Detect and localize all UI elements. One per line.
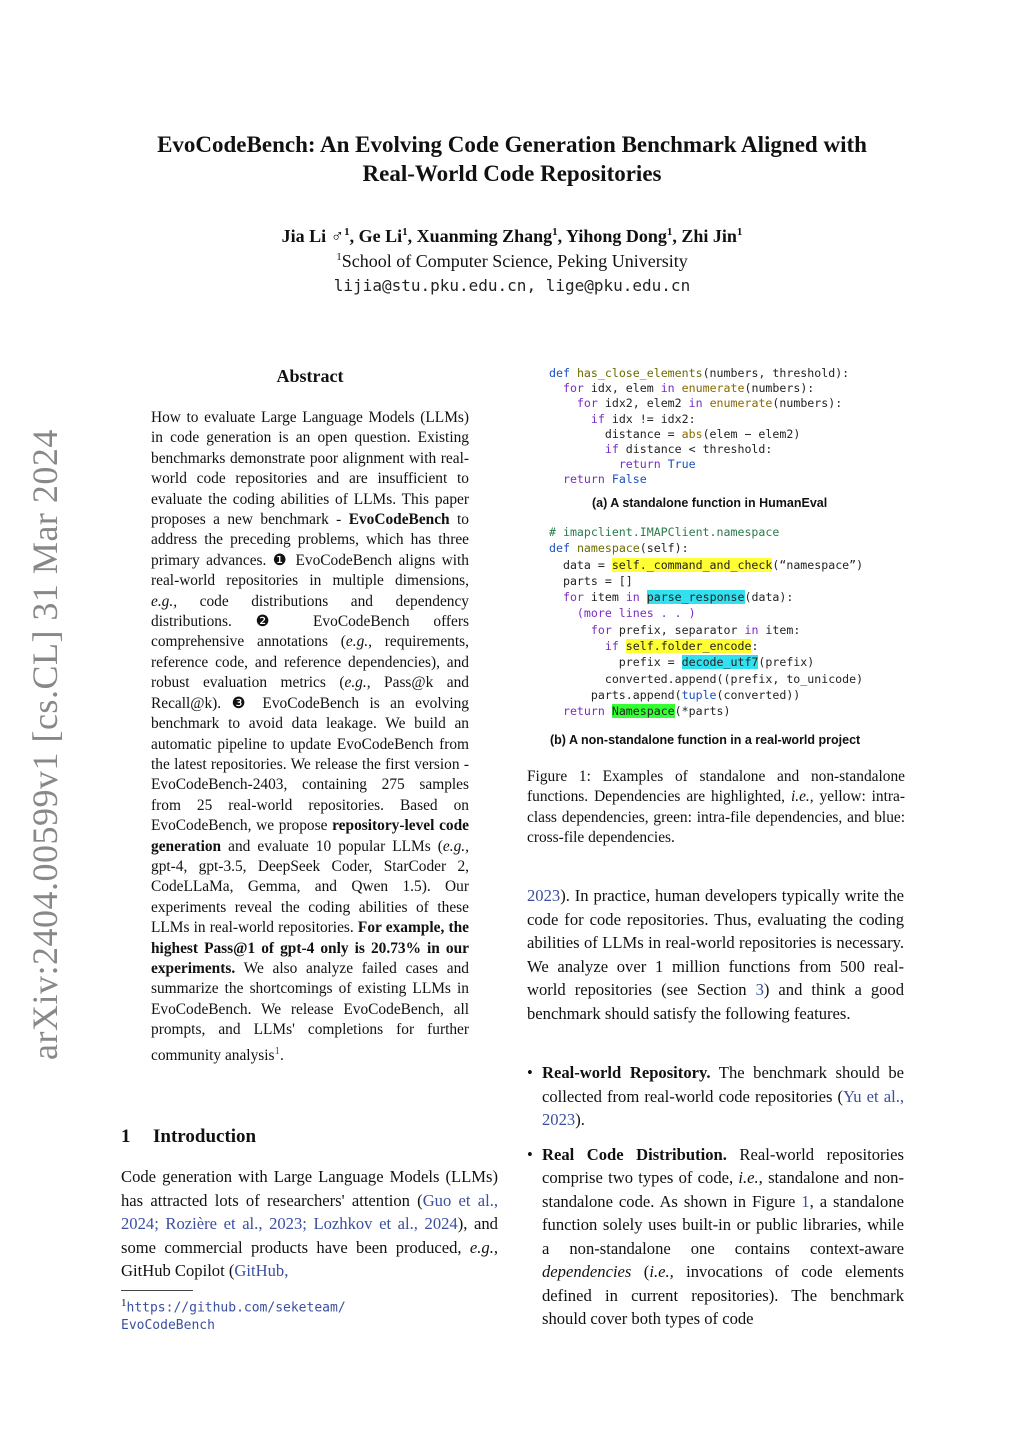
footnote-url[interactable]: EvoCodeBench [121, 1318, 215, 1334]
abstract-text: EvoCodeBench aligns with real-world repositories in multiple dimensions, [151, 551, 469, 590]
code-block-a: def has_close_elements(numbers, threshold): for idx, elem in enumerate(numbers): for idx2, elem2 in enumerate(numbers): if idx != idx2: distance = abs(elem − elem2) if distance < threshold: return True return False [549, 366, 850, 487]
abstract-italic: e.g., [345, 633, 372, 651]
figure-subcaption-a: (a) A standalone function in HumanEval [592, 496, 828, 510]
male-symbol-icon: ♂ [330, 226, 345, 246]
paper-title [0, 130, 1024, 188]
title-line-2: Real-World Code Repositories [362, 161, 662, 186]
section-number: 1 [121, 1126, 131, 1147]
author-sup: 1 [666, 226, 673, 238]
footnote-url[interactable]: https://github.com/seketeam/ [126, 1300, 346, 1316]
list-item-text: The benchmark should be collected from real-world code repositories ( [542, 1063, 904, 1106]
footnote-mark: 1 [121, 1297, 127, 1309]
caption-italic: i.e., [790, 788, 814, 806]
abstract-italic: e.g., [151, 592, 178, 610]
abstract-text: EvoCodeBench is an evolving benchmark to avoid data leakage. We build an automatic pipeline to update EvoCodeBench from the latest repositories. We release the first version - EvoCodeBench-2403, containing 275 samples from 25 real-world repositories. Based on EvoCodeBench, we propose [151, 694, 469, 835]
abstract-text: code distributions and dependency distributions. [151, 592, 469, 631]
figure-subcaption-b: (b) A non-standalone function in a real-world project [550, 733, 861, 747]
arxiv-identifier: arXiv:2404.00599v1 [cs.CL] 31 Mar 2024 [25, 429, 65, 1060]
list-item-text: invocations of code elements defined in current repositories). The benchmark should cover both types of code [542, 1262, 904, 1328]
affiliation-sup: 1 [336, 251, 342, 263]
list-item-italic: i.e., [649, 1262, 674, 1281]
circled-one-icon: ❶ [272, 551, 290, 569]
abstract-heading: Abstract [276, 366, 344, 386]
author-name: Ge Li [358, 226, 403, 246]
list-item [527, 1143, 904, 1331]
abstract-text: We also analyze failed cases and summarize the shortcomings of existing LLMs in EvoCodeBench. We release EvoCodeBench, all prompts, and LLMs' completions for further community analysis [151, 959, 469, 1064]
circled-two-icon: ❷ [255, 613, 290, 631]
author-sup: 1 [344, 226, 350, 238]
citation-link[interactable]: GitHub, [234, 1261, 289, 1280]
section-title: Introduction [153, 1126, 257, 1147]
intro-italic: e.g., [469, 1237, 498, 1257]
author-sup: 1 [736, 226, 743, 238]
author-name: Jia Li [281, 226, 327, 246]
abstract-bold: EvoCodeBench [348, 511, 450, 529]
author-list: Jia Li ♂$^1$, Ge Li$^1$, Xuanming Zhang$^1$, Yihong Dong$^1$, Zhi Jin$^1$ [281, 226, 743, 246]
abstract-bold: For example, the highest Pass@1 of gpt-4 only is 20.73% in our experiments. [151, 919, 470, 977]
author-name: Zhi Jin [681, 226, 737, 246]
figure-caption [527, 767, 905, 849]
author-sup: 1 [402, 226, 408, 238]
intro-paragraph [121, 1165, 498, 1283]
abstract-italic: e.g., [344, 674, 371, 692]
right-paragraph [527, 884, 904, 1025]
affiliation-text: School of Computer Science, Peking University [341, 251, 688, 271]
footnote-link[interactable]: 1 [274, 1044, 281, 1057]
list-item [527, 1061, 904, 1132]
citation-link[interactable]: 2023 [527, 886, 561, 905]
abstract-text: to address the preceding problems, which has three primary advances. [151, 511, 469, 569]
list-item-title: Real-world Repository. [542, 1063, 711, 1082]
intro-text: ), and some commercial products have been produced, [121, 1214, 498, 1257]
list-item-text: ). [575, 1110, 585, 1129]
abstract-bold: repository-level code generation [151, 817, 469, 855]
bullet-icon: • [527, 1144, 533, 1164]
feature-list [527, 1061, 904, 1342]
section-link[interactable]: 3 [755, 980, 764, 999]
list-item-title: Real Code Distribution. [542, 1144, 727, 1164]
abstract-text: Pass@k and Recall@k). [151, 674, 469, 712]
list-item-italic: dependencies [542, 1262, 632, 1281]
abstract-text: EvoCodeBench offers comprehensive annotations ( [151, 613, 469, 651]
author-name: Xuanming Zhang [416, 226, 553, 246]
abstract-italic: e.g., [442, 837, 469, 855]
figure-link[interactable]: 1 [801, 1191, 810, 1211]
footnote-rule [121, 1290, 193, 1291]
abstract-text: and evaluate 10 popular LLMs ( [221, 837, 443, 855]
list-item-text: , a standalone function solely uses built-in or public libraries, while a non-standalone one contains context-aware [542, 1191, 904, 1258]
author-emails: lijia@stu.pku.edu.cn, lige@pku.edu.cn [333, 276, 691, 295]
footnote [121, 1294, 501, 1335]
title-line-1: EvoCodeBench: An Evolving Code Generation Benchmark Aligned with [157, 132, 867, 157]
list-item-text: standalone and non-standalone code. As shown in Figure [542, 1168, 904, 1211]
bullet-icon: • [527, 1063, 533, 1082]
abstract-text: gpt-4, gpt-3.5, DeepSeek Coder, StarCoder 2, CodeLLaMa, Gemma, and Qwen 1.5). Our experiments reveal the coding abilities of these LLMs in real-world repositories. [151, 857, 469, 937]
author-sup: 1 [552, 226, 558, 238]
caption-text: yellow: intra-class dependencies, green: intra-file dependencies, and blue: cross-file dependencies. [527, 788, 905, 847]
list-item-text: ( [631, 1262, 650, 1281]
abstract-text: . [280, 1046, 284, 1064]
affiliation [0, 251, 1024, 272]
abstract-text: How to evaluate Large Language Models (LLMs) in code generation is an open question. Existing benchmarks demonstrate poor alignment with real-world code repositories and are insufficient to evaluate the coding abilities of LLMs. This paper proposes a new benchmark - [151, 409, 469, 529]
list-item-text: Real-world repositories comprise two types of code, [542, 1144, 904, 1187]
intro-text: Code generation with Large Language Models (LLMs) has attracted lots of researchers' attention ( [121, 1167, 498, 1210]
author-name: Yihong Dong [566, 226, 667, 246]
intro-text: GitHub Copilot ( [121, 1261, 235, 1280]
citation-link[interactable]: Yu et al., 2023 [542, 1086, 904, 1129]
code-block-b: # imapclient.IMAPClient.namespace def namespace(self): data = self._command_and_check(“namespace”) parts = [] for item in parse_response(data): (more lines . . ) for prefix, separator in item: if self.folder_encode: prefix = decode_utf7(prefix) converted.append((prefix, to_unicode) parts.append(tuple(converted)) return Namespace(*parts) [549, 525, 864, 719]
body-text: ) and think a good benchmark should satisfy the following features. [527, 980, 905, 1023]
abstract-body [151, 408, 469, 1066]
citation-link[interactable]: Guo et al., 2024; Rozière et al., 2023; Lozhkov et al., 2024 [121, 1190, 498, 1233]
section-heading [121, 1126, 256, 1148]
abstract-text: requirements, reference code, and reference dependencies), and robust evaluation metrics ( [151, 633, 469, 692]
caption-text: Figure 1: Examples of standalone and non-standalone functions. Dependencies are highlighted, [527, 768, 905, 806]
list-item-italic: i.e., [738, 1168, 763, 1187]
body-text: ). In practice, human developers typically write the code for code repositories. Thus, evaluating the coding abilities of LLMs in real-world repositories is necessary. We analyze over 1 million functions from 500 real-world repositories (see Section [527, 886, 904, 999]
circled-three-icon: ❸ [231, 694, 252, 712]
